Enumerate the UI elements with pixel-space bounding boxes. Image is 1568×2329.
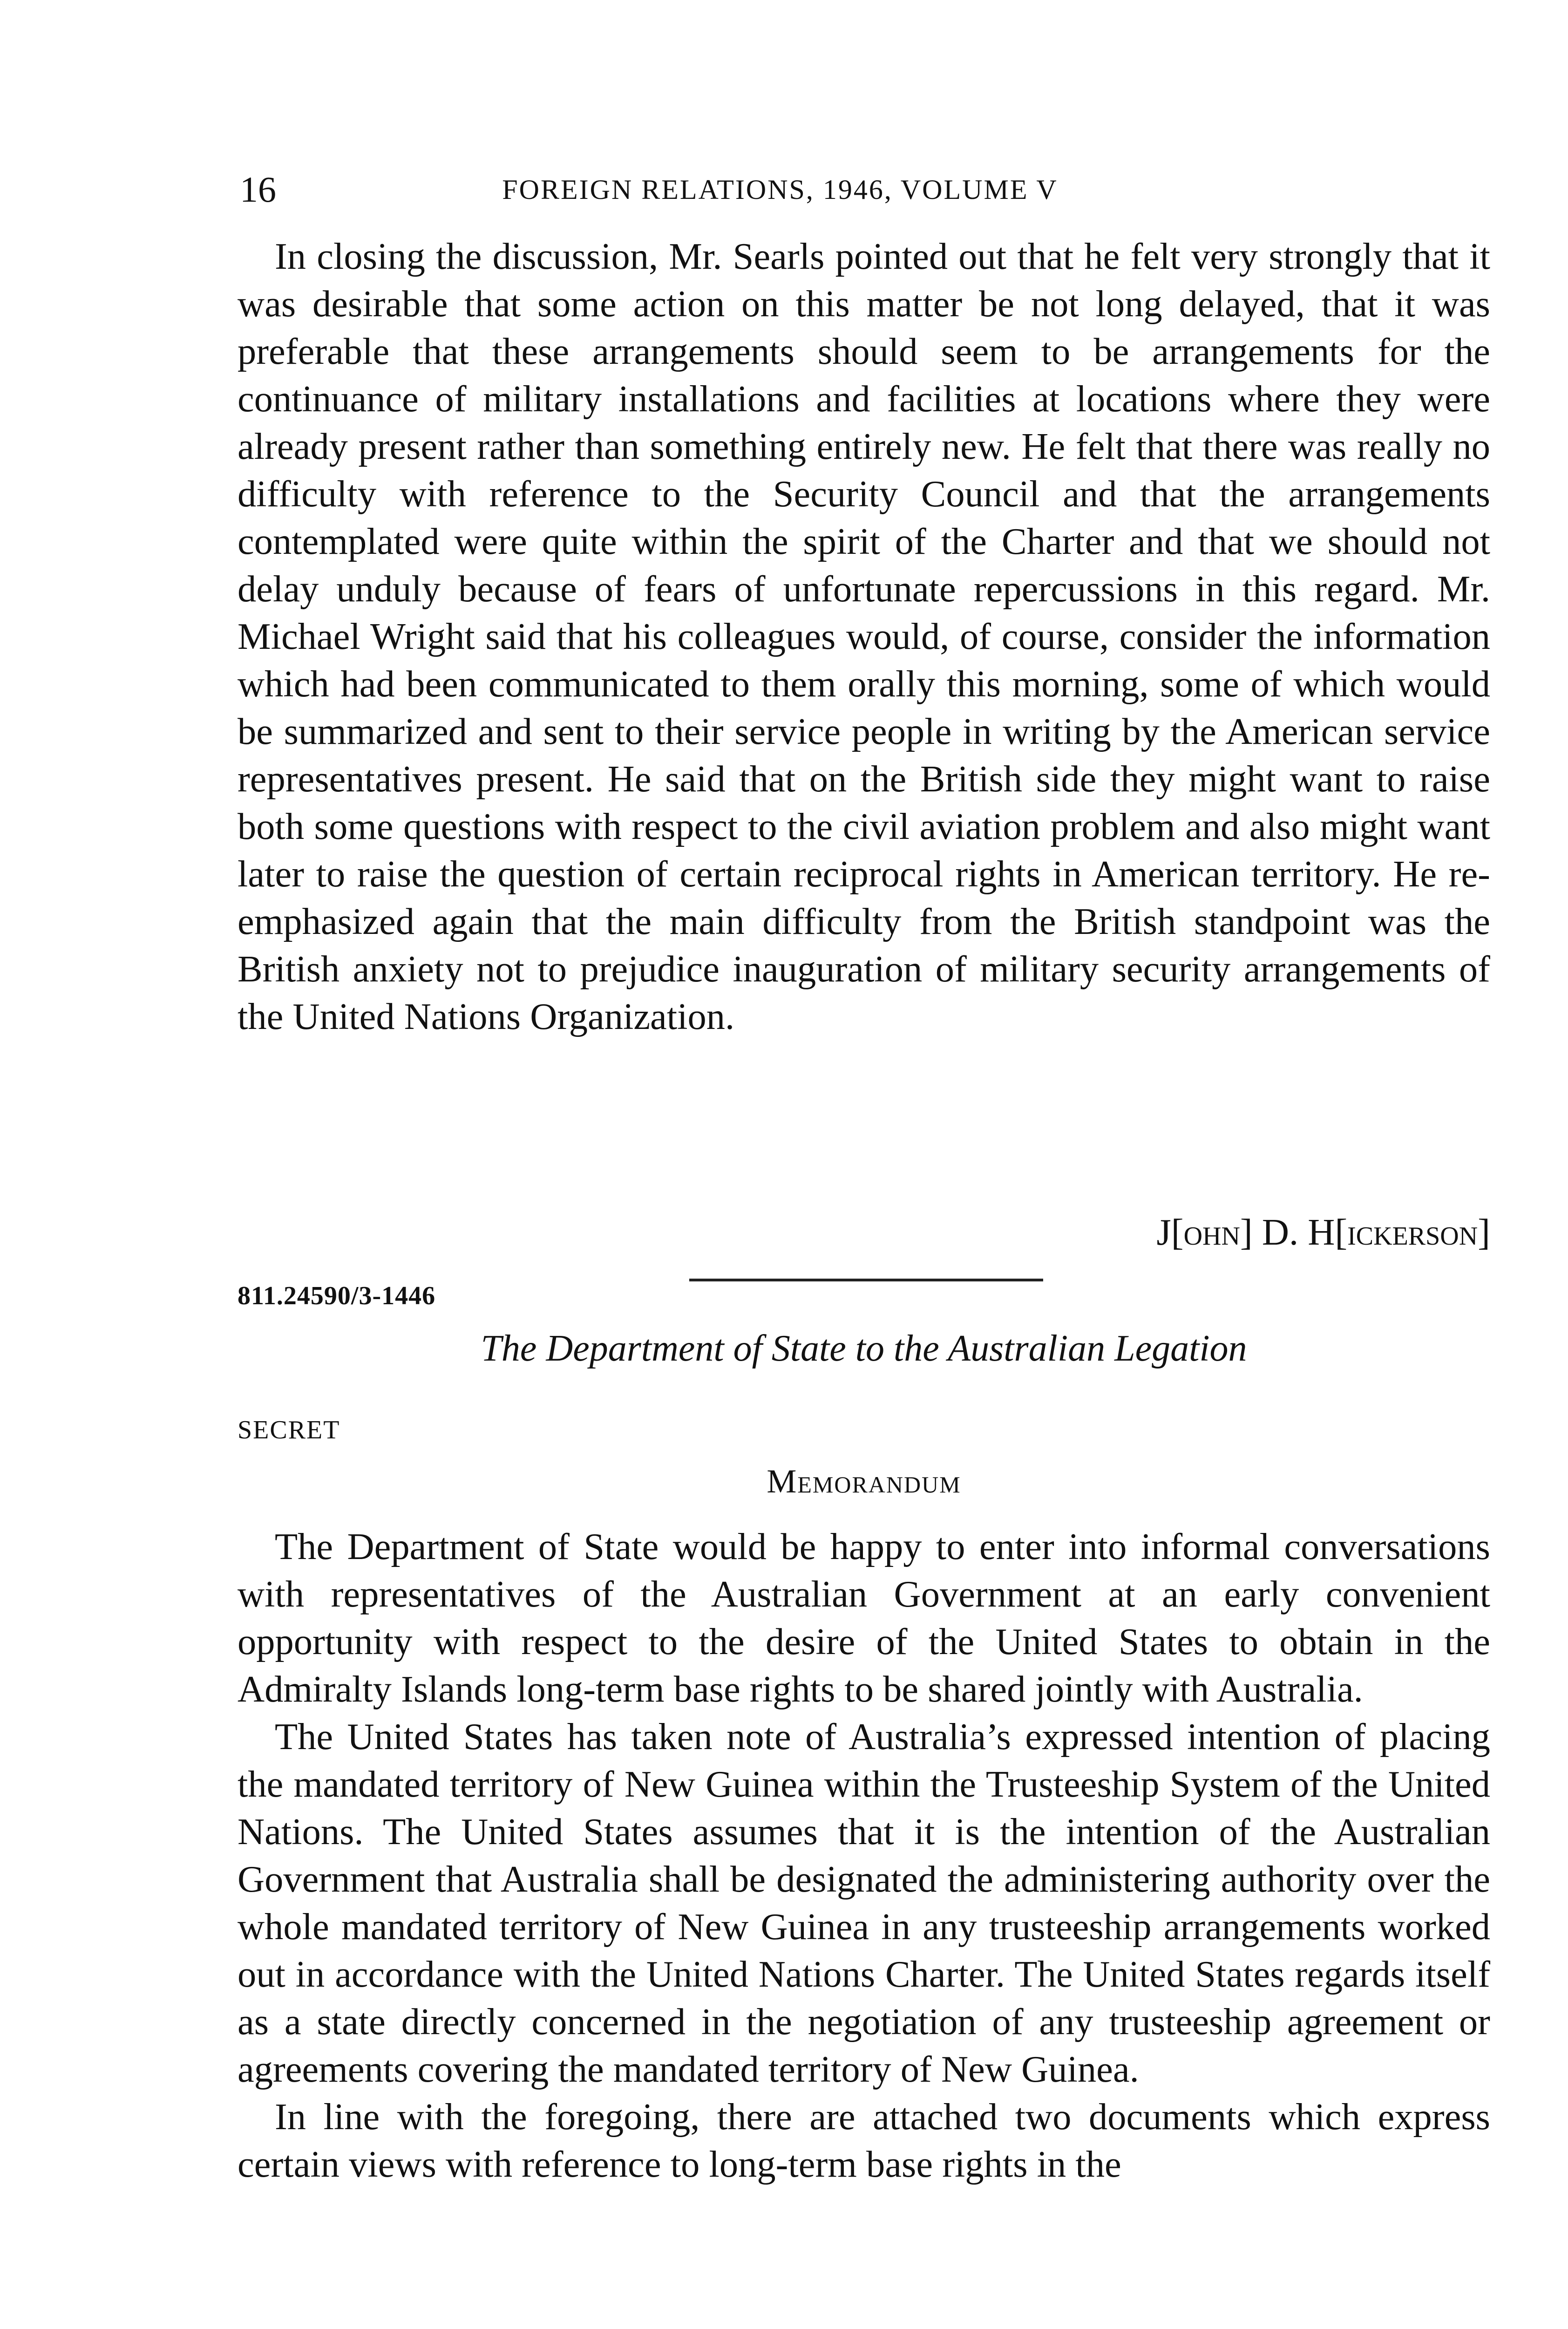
page-number: 16 [240, 169, 276, 210]
memorandum-heading: Memorandum [767, 1463, 961, 1500]
running-head: FOREIGN RELATIONS, 1946, VOLUME V [502, 174, 1058, 205]
memo-paragraph-2: The United States has taken note of Australia’s expressed intention of placing the mandated territory of New Guinea within the Trusteeship System of the United Nations. The United States assumes that it is the intention of the Australian Government that Australia shall be designated the administering authority over the whole mandated territory of New Guinea in any trusteeship arrangements worked out in accordance with the United Nations Charter. The United States regards itself as a state directly concerned in the negotiation of any trusteeship agreement or agreements covering the mandated territory of New Guinea. [238, 1716, 1490, 2090]
memo-paragraph-3: In line with the foregoing, there are attached two documents which express certain views with reference to long-term base rights in the [238, 2096, 1490, 2185]
signature: J[ohn] D. H[ickerson] [1156, 1212, 1490, 1253]
closing-section [238, 233, 1490, 1041]
memo-paragraph-1: The Department of State would be happy to enter into informal conversations with representatives of the Australian Government at an early convenient opportunity with respect to the desire of the United States to obtain in the Admiralty Islands long-term base rights to be shared jointly with Australia. [238, 1526, 1490, 1710]
classification-label: SECRET [238, 1416, 340, 1444]
file-number: 811.24590/3-1446 [238, 1281, 436, 1310]
page-header [240, 164, 1320, 215]
section-divider [689, 1279, 1043, 1281]
document-title: The Department of State to the Australian Legation [481, 1328, 1247, 1369]
closing-paragraph: In closing the discussion, Mr. Searls pointed out that he felt very strongly that it was desirable that some action on this matter be not long delayed, that it was preferable that these arrangements should seem to be arrangements for the continuance of military installations and facilities at locations where they were already present rather than something entirely new. He felt that there was really no difficulty with reference to the Security Council and that the arrangements contemplated were quite within the spirit of the Charter and that we should not delay unduly because of fears of unfortunate repercussions in this regard. Mr. Michael Wright said that his colleagues would, of course, consider the information which had been communicated to them orally this morning, some of which would be summarized and sent to their service people in writing by the American service representatives present. He said that on the British side they might want to raise both some questions with respect to the civil aviation problem and also might want later to raise the question of certain reciprocal rights in American territory. He re-emphasized again that the main difficulty from the British standpoint was the British anxiety not to prejudice inauguration of military security arrangements of the United Nations Organization. [238, 236, 1490, 1037]
memorandum-body [238, 1523, 1490, 2188]
